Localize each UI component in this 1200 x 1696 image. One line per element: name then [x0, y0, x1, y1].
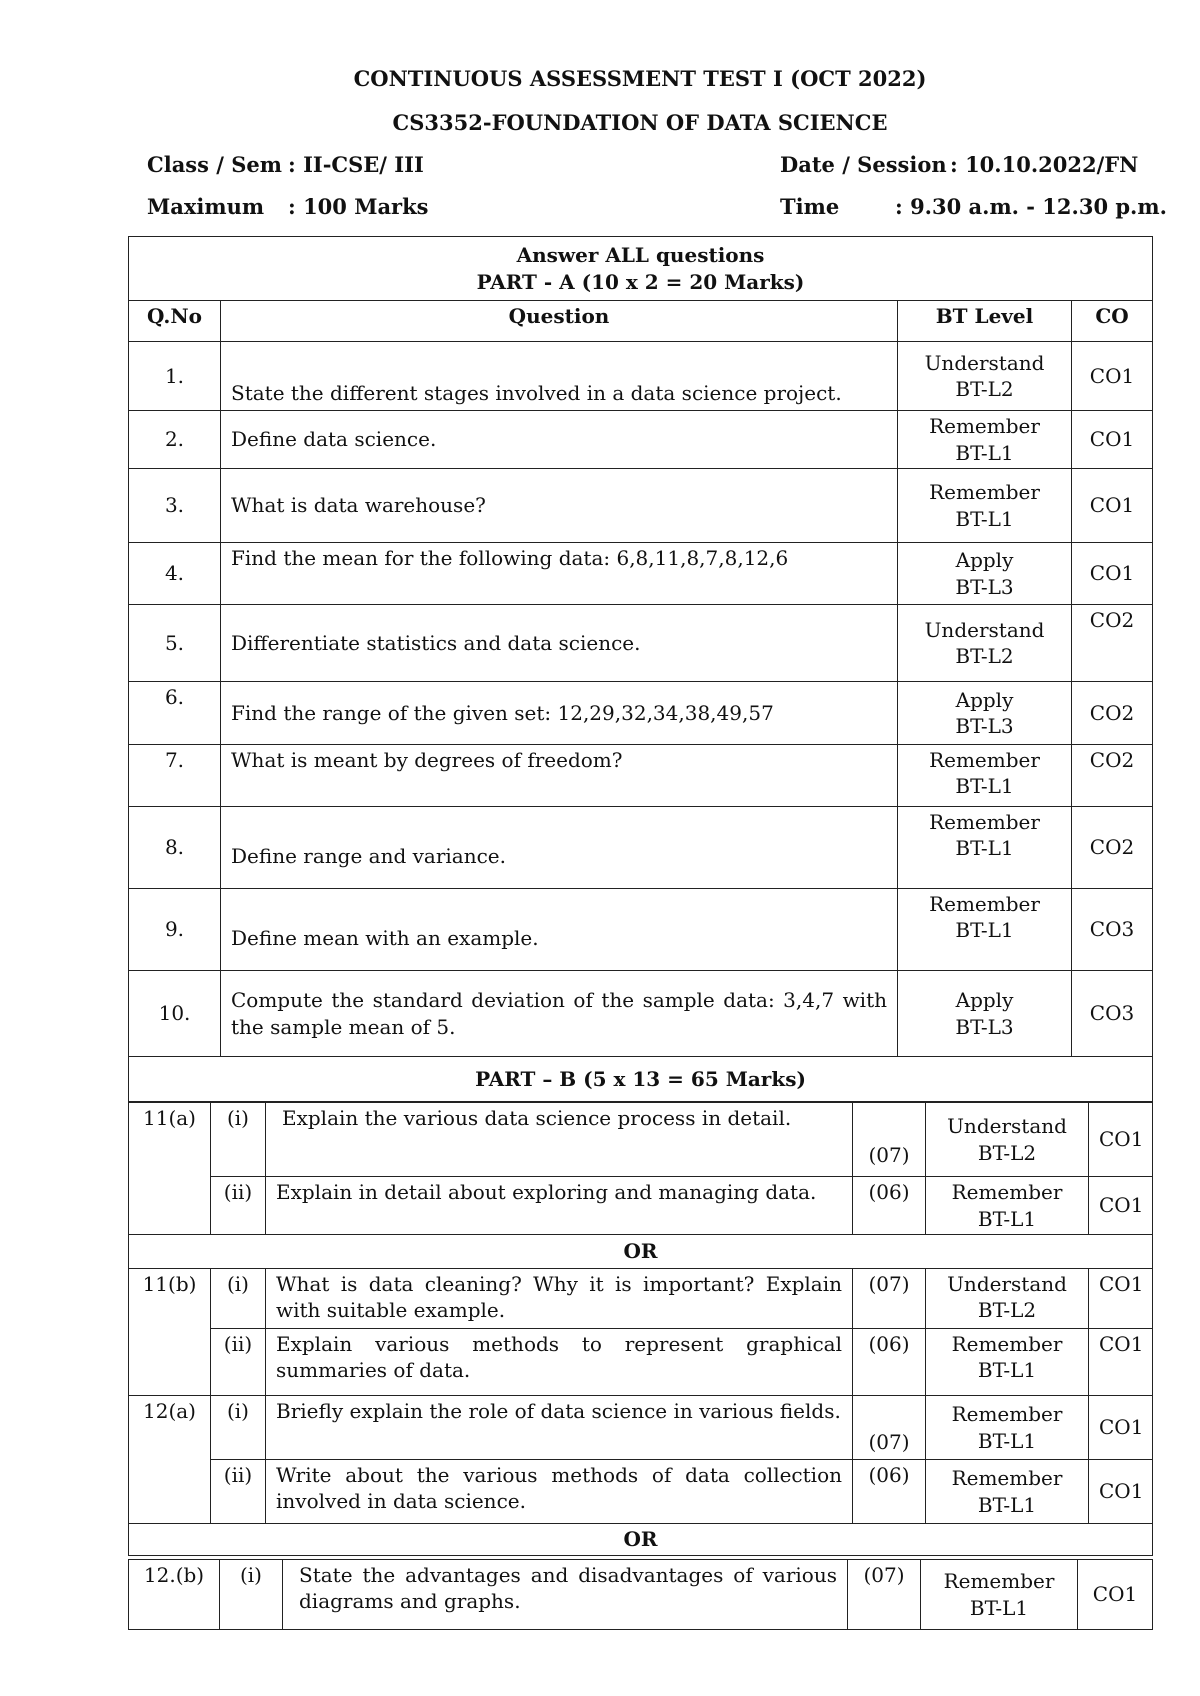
- date-value: : 10.10.2022/FN: [950, 152, 1139, 177]
- sub-no: (ii): [211, 1460, 266, 1524]
- co: CO1: [1089, 1329, 1153, 1396]
- bt-name: Remember: [929, 810, 1040, 834]
- qno: 1.: [129, 342, 221, 411]
- time-value: : 9.30 a.m. - 12.30 p.m.: [895, 194, 1167, 219]
- table-row: [129, 1269, 1153, 1329]
- qno: 7.: [129, 745, 221, 807]
- or-label: OR: [129, 1235, 1153, 1269]
- part-b-heading-row: [129, 1057, 1153, 1102]
- question: Write about the various methods of data collection involved in data science.: [266, 1460, 853, 1524]
- qno: 2.: [129, 411, 221, 469]
- bt-name: Remember: [951, 1180, 1063, 1205]
- bt-level: BT-L3: [955, 714, 1014, 738]
- or-label: OR: [129, 1524, 1153, 1556]
- part-b-table-12b: [128, 1559, 1153, 1630]
- col-co: CO: [1072, 301, 1153, 342]
- col-bt-level: BT Level: [898, 301, 1072, 342]
- instruction: Answer ALL questions: [516, 243, 765, 268]
- sub-no: (i): [220, 1560, 283, 1630]
- table-row: [129, 1396, 1153, 1460]
- marks: (07): [848, 1560, 921, 1630]
- bt-level: BT-L2: [977, 1140, 1037, 1165]
- qno: 11(a): [129, 1103, 211, 1235]
- co: CO2: [1072, 605, 1153, 682]
- co: CO1: [1089, 1177, 1153, 1235]
- part-a-title: PART - A (10 x 2 = 20 Marks): [476, 269, 805, 294]
- bt-name: Understand: [947, 1114, 1067, 1139]
- date-label: Date / Session: [780, 152, 947, 177]
- co: CO1: [1072, 411, 1153, 469]
- sub-no: (i): [211, 1269, 266, 1329]
- bt-name: Remember: [951, 1332, 1063, 1356]
- table-row: [129, 1329, 1153, 1396]
- question: What is data warehouse?: [221, 469, 898, 543]
- question: State the advantages and disadvantages of various diagrams and graphs.: [283, 1560, 848, 1630]
- marks: (07): [853, 1103, 926, 1177]
- bt-name: Remember: [929, 892, 1040, 916]
- table-row: [129, 807, 1153, 889]
- question: Explain the various data science process in detail.: [266, 1103, 853, 1177]
- part-a-heading-row: [129, 237, 1153, 301]
- question: Compute the standard deviation of the sample data: 3,4,7 with the sample mean of 5.: [221, 971, 898, 1057]
- bt-level: BT-L1: [977, 1428, 1037, 1453]
- or-row: [129, 1524, 1153, 1556]
- class-label: Class / Sem: [147, 152, 282, 177]
- question: What is data cleaning? Why it is important? Explain with suitable example.: [266, 1269, 853, 1329]
- bt-name: Apply: [955, 988, 1014, 1013]
- co: CO1: [1089, 1396, 1153, 1460]
- part-a-header-row: [129, 301, 1153, 342]
- sub-no: (i): [211, 1103, 266, 1177]
- time-label: Time: [780, 194, 840, 219]
- co: CO1: [1089, 1269, 1153, 1329]
- part-a-table: [128, 236, 1153, 1102]
- table-row: [129, 411, 1153, 469]
- max-value: : 100 Marks: [288, 194, 429, 219]
- bt-level: BT-L2: [977, 1298, 1037, 1323]
- bt-level: BT-L1: [955, 836, 1014, 861]
- sub-no: (i): [211, 1396, 266, 1460]
- bt-name: Apply: [955, 548, 1014, 573]
- marks: (07): [853, 1269, 926, 1329]
- bt-name: Remember: [929, 480, 1040, 505]
- bt-name: Remember: [951, 1466, 1063, 1491]
- class-value: : II-CSE/ III: [288, 152, 424, 177]
- co: CO1: [1072, 469, 1153, 543]
- co: CO2: [1072, 745, 1153, 807]
- bt-name: Understand: [924, 350, 1045, 375]
- col-qno: Q.No: [129, 301, 221, 342]
- table-row: [129, 971, 1153, 1057]
- bt-name: Remember: [951, 1402, 1063, 1427]
- table-row: [129, 1177, 1153, 1235]
- question: Briefly explain the role of data science in various fields.: [266, 1396, 853, 1460]
- bt-name: Remember: [929, 748, 1040, 772]
- table-row: [129, 1103, 1153, 1177]
- question: Find the mean for the following data: 6,8,11,8,7,8,12,6: [221, 543, 898, 605]
- table-row: [129, 342, 1153, 411]
- co: CO1: [1078, 1560, 1153, 1630]
- bt-name: Understand: [947, 1272, 1067, 1296]
- question: State the different stages involved in a data science project.: [221, 342, 898, 411]
- qno: 11(b): [129, 1269, 211, 1396]
- qno: 9.: [129, 889, 221, 971]
- question: What is meant by degrees of freedom?: [221, 745, 898, 807]
- qno: 3.: [129, 469, 221, 543]
- bt-level: BT-L1: [977, 1492, 1037, 1517]
- question: Explain various methods to represent graphical summaries of data.: [266, 1329, 853, 1396]
- bt-name: Remember: [929, 414, 1040, 439]
- sub-no: (ii): [211, 1329, 266, 1396]
- question: Differentiate statistics and data science.: [221, 605, 898, 682]
- qno: 8.: [129, 807, 221, 889]
- bt-level: BT-L1: [955, 440, 1014, 465]
- table-row: [129, 1460, 1153, 1524]
- question: Explain in detail about exploring and managing data.: [266, 1177, 853, 1235]
- table-row: [129, 543, 1153, 605]
- course-title: CS3352-FOUNDATION OF DATA SCIENCE: [392, 110, 888, 135]
- table-row: [129, 1560, 1153, 1630]
- marks: (06): [853, 1329, 926, 1396]
- sub-no: (ii): [211, 1177, 266, 1235]
- qno: 4.: [129, 543, 221, 605]
- bt-level: BT-L2: [955, 377, 1014, 401]
- question: Find the range of the given set: 12,29,32,34,38,49,57: [221, 682, 898, 745]
- qno: 12(a): [129, 1396, 211, 1524]
- table-row: [129, 682, 1153, 745]
- bt-level: BT-L1: [955, 506, 1014, 531]
- co: CO1: [1072, 342, 1153, 411]
- marks: (06): [853, 1177, 926, 1235]
- max-label: Maximum: [147, 194, 265, 219]
- table-row: [129, 745, 1153, 807]
- bt-name: Remember: [943, 1569, 1055, 1594]
- table-row: [129, 605, 1153, 682]
- co: CO3: [1072, 889, 1153, 971]
- table-row: [129, 469, 1153, 543]
- co: CO2: [1072, 682, 1153, 745]
- bt-level: BT-L1: [955, 774, 1014, 799]
- bt-name: Understand: [924, 617, 1045, 642]
- qno: 12.(b): [129, 1560, 220, 1630]
- co: CO1: [1089, 1460, 1153, 1524]
- bt-level: BT-L3: [955, 1014, 1014, 1039]
- part-b-title: PART – B (5 x 13 = 65 Marks): [129, 1057, 1153, 1102]
- marks: (06): [853, 1460, 926, 1524]
- co: CO1: [1072, 543, 1153, 605]
- co: CO2: [1072, 807, 1153, 889]
- qno: 10.: [129, 971, 221, 1057]
- bt-level: BT-L2: [955, 644, 1014, 668]
- co: CO3: [1072, 971, 1153, 1057]
- question: Define mean with an example.: [221, 889, 898, 971]
- qno: 6.: [129, 682, 221, 745]
- bt-level: BT-L1: [977, 1358, 1037, 1383]
- table-row: [129, 889, 1153, 971]
- col-question: Question: [221, 301, 898, 342]
- or-row: [129, 1235, 1153, 1269]
- question: Define data science.: [221, 411, 898, 469]
- co: CO1: [1089, 1103, 1153, 1177]
- bt-name: Apply: [955, 687, 1014, 712]
- part-b-table: [128, 1102, 1153, 1556]
- bt-level: BT-L1: [969, 1595, 1029, 1620]
- qno: 5.: [129, 605, 221, 682]
- bt-level: BT-L3: [955, 574, 1014, 599]
- bt-level: BT-L1: [955, 918, 1014, 943]
- question: Define range and variance.: [221, 807, 898, 889]
- marks: (07): [853, 1396, 926, 1460]
- exam-title: CONTINUOUS ASSESSMENT TEST I (OCT 2022): [353, 66, 927, 91]
- bt-level: BT-L1: [977, 1206, 1037, 1231]
